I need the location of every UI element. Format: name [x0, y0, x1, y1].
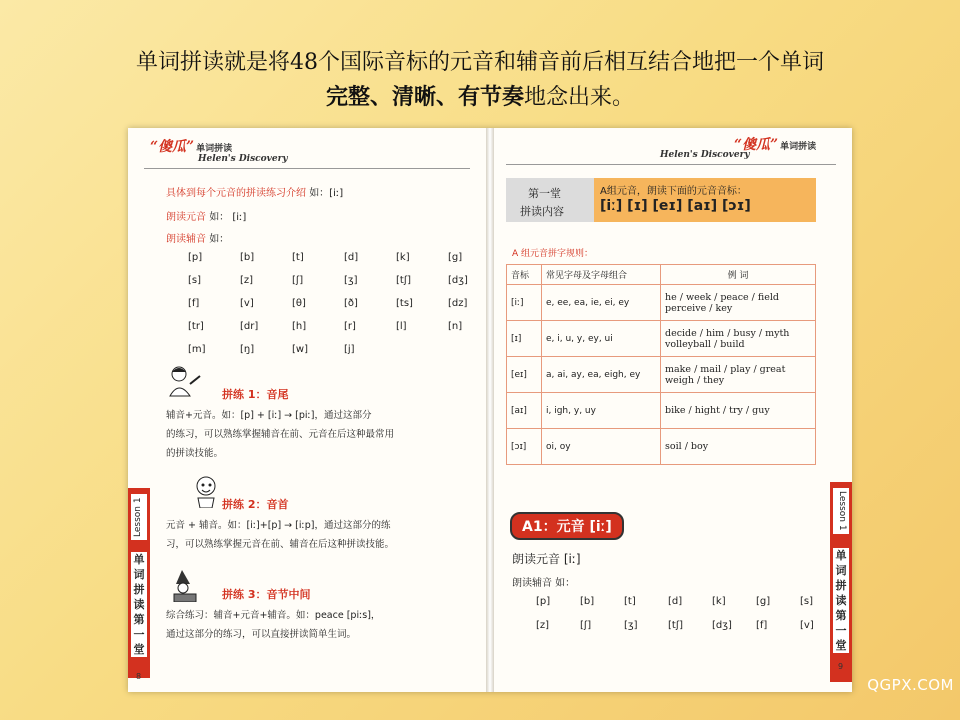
phonetic-symbol: [s] — [800, 596, 814, 607]
side-title-char: 堂 — [133, 643, 145, 656]
phonetic-symbol: [ʒ] — [624, 620, 638, 631]
side-title-char: 拼 — [133, 583, 145, 596]
side-title-char: 第 — [835, 609, 847, 622]
drill1-text: 辅音+元音。如：[p] + [iː] → [piː]，通过这部分 的练习，可以熟练掌握辅音在前、元音在后这种最常用 的拼读技能。 — [166, 410, 395, 459]
phonetic-symbol: [h] — [292, 321, 307, 332]
table-cell-examples: he / week / peace / field perceive / key — [661, 285, 816, 321]
table-cell-symbol: [iː] — [507, 285, 542, 321]
right-header-rule — [506, 164, 836, 165]
table-header-cell: 音标 — [507, 265, 542, 285]
wizard-illustration-icon — [168, 568, 204, 598]
slide-title-emphasis: 完整、清晰、有节奏 — [325, 84, 524, 110]
side-title-char: 第 — [133, 613, 145, 626]
table-cell-letters: i, igh, y, uy — [542, 393, 661, 429]
side-title-char: 堂 — [835, 639, 847, 652]
lesson-label-a: 第一堂 — [528, 187, 561, 200]
slide-title-line1: 单词拼读就是将48个国际音标的元音和辅音前后相互结合地把一个单词 — [136, 50, 824, 75]
drill3-text: 综合练习：辅音+元音+辅音。如：peace [piːs]， 通过这部分的练习，可以直接拼读简单生词。 — [166, 610, 381, 640]
phonetic-symbol: [k] — [396, 252, 410, 263]
phonetic-symbol: [l] — [396, 321, 407, 332]
a1-title-pill: A1：元音 [iː] — [510, 512, 624, 540]
right-page — [494, 128, 852, 692]
left-side-title — [131, 552, 147, 657]
phonetic-symbol: [m] — [188, 344, 206, 355]
table-cell-symbol: [aɪ] — [507, 393, 542, 429]
phonetic-symbol: [ts] — [396, 298, 413, 309]
table-cell-symbol: [ɔɪ] — [507, 429, 542, 465]
table-row — [507, 357, 816, 393]
slide-title-line2 — [40, 80, 920, 115]
phonetic-symbol: [b] — [580, 596, 595, 607]
right-lesson-tab: Lesson 1 — [833, 488, 849, 534]
phonetic-symbol: [k] — [712, 596, 726, 607]
side-title-char: 一 — [133, 628, 145, 641]
phonetic-symbol: [j] — [344, 344, 355, 355]
lesson-label-b: 拼读内容 — [520, 205, 564, 218]
table-cell-examples: soil / boy — [661, 429, 816, 465]
side-title-char: 一 — [835, 624, 847, 637]
phonetic-symbol: [tʃ] — [396, 275, 412, 286]
right-page-number: 9 — [838, 662, 844, 671]
side-title-char: 单 — [133, 553, 145, 566]
phonetic-symbol: [z] — [536, 620, 550, 631]
drill2-text: 元音 + 辅音。如：[iː]+[p] → [iːp]，通过这部分的练 习，可以熟练掌握元音在前、辅音在后这种拼读技能。 — [166, 520, 395, 550]
phonetic-symbol: [ŋ] — [240, 344, 255, 355]
group-intro: A组元音，朗读下面的元音音标： — [600, 186, 747, 197]
slide-title-tail: 地念出来。 — [524, 85, 635, 110]
teacher-illustration-icon — [164, 364, 200, 394]
right-subtitle: Helen's Discovery — [660, 150, 750, 160]
phonetic-symbol: [dr] — [240, 321, 259, 332]
table-cell-letters: oi, oy — [542, 429, 661, 465]
phonetic-symbol: [v] — [240, 298, 254, 309]
phonetic-symbol: [p] — [188, 252, 203, 263]
phonetic-symbol: [ʃ] — [580, 620, 592, 631]
side-title-char: 读 — [835, 594, 847, 607]
table-header-row — [507, 265, 816, 285]
vowel-line: 朗读元音 如： [iː] — [166, 212, 247, 223]
group-symbols: [iː] [ɪ] [eɪ] [aɪ] [ɔɪ] — [600, 198, 751, 214]
book-spine — [486, 128, 494, 692]
right-side-title — [833, 548, 849, 653]
drill1-title: 拼练 1：音尾 — [222, 388, 289, 401]
table-cell-letters: e, ee, ea, ie, ei, ey — [542, 285, 661, 321]
table-cell-letters: e, i, u, y, ey, ui — [542, 321, 661, 357]
phonetic-symbol: [z] — [240, 275, 254, 286]
side-title-char: 词 — [835, 564, 847, 577]
phonetic-symbol: [tʃ] — [668, 620, 684, 631]
phonetic-symbol: [ð] — [344, 298, 358, 309]
left-page-number: 8 — [136, 672, 142, 681]
side-title-char: 拼 — [835, 579, 847, 592]
left-lesson-tab: Lesson 1 — [131, 494, 147, 540]
table-header-cell: 常见字母及字母组合 — [542, 265, 661, 285]
left-subtitle: Helen's Discovery — [198, 154, 288, 164]
drill3-title: 拼练 3：音节中间 — [222, 588, 311, 601]
phonetic-symbol: [dʒ] — [448, 275, 468, 286]
phonetic-symbol: [b] — [240, 252, 255, 263]
table-cell-examples: decide / him / busy / myth volleyball / build — [661, 321, 816, 357]
phonetic-symbol: [tr] — [188, 321, 204, 332]
table-cell-symbol: [ɪ] — [507, 321, 542, 357]
read-vowel: 朗读元音 [iː] — [512, 552, 581, 566]
phonetic-symbol: [f] — [188, 298, 200, 309]
table-cell-letters: a, ai, ay, ea, eigh, ey — [542, 357, 661, 393]
phonetic-symbol: [s] — [188, 275, 202, 286]
table-cell-examples: bike / hight / try / guy — [661, 393, 816, 429]
site-watermark: QGPX.COM — [867, 676, 954, 694]
phonetic-symbol: [r] — [344, 321, 356, 332]
right-brand: “傻瓜” 单词拼读 — [734, 137, 817, 153]
phonetic-symbol: [f] — [756, 620, 768, 631]
drill2-title: 拼练 2：音首 — [222, 498, 289, 511]
table-row — [507, 393, 816, 429]
phonetic-symbol: [d] — [344, 252, 359, 263]
left-brand: “傻瓜” 单词拼读 — [150, 139, 233, 155]
phonetic-symbol: [dz] — [448, 298, 468, 309]
phonetic-symbol: [θ] — [292, 298, 306, 309]
phonetic-symbol: [d] — [668, 596, 683, 607]
group-a-box — [594, 178, 816, 222]
table-row — [507, 321, 816, 357]
phonetic-symbol: [p] — [536, 596, 551, 607]
rules-table — [506, 264, 816, 465]
left-header-rule — [144, 168, 470, 169]
lesson-label-box — [506, 178, 594, 222]
side-title-char: 词 — [133, 568, 145, 581]
left-page — [128, 128, 486, 692]
read-consonant: 朗读辅音 如： — [512, 578, 576, 589]
phonetic-symbol: [dʒ] — [712, 620, 732, 631]
phonetic-symbol: [ʒ] — [344, 275, 358, 286]
side-title-char: 读 — [133, 598, 145, 611]
phonetic-symbol: [w] — [292, 344, 308, 355]
phonetic-symbol: [t] — [292, 252, 304, 263]
phonetic-symbol: [g] — [448, 252, 463, 263]
side-title-char: 单 — [835, 549, 847, 562]
intro-heading: 具体到每个元音的拼读练习介绍 如：[iː] — [166, 188, 344, 199]
textbook-spread — [128, 128, 852, 692]
table-header-cell: 例 词 — [661, 265, 816, 285]
phonetic-symbol: [t] — [624, 596, 636, 607]
phonetic-symbol: [ʃ] — [292, 275, 304, 286]
slide-title — [40, 46, 920, 115]
table-cell-symbol: [eɪ] — [507, 357, 542, 393]
table-cell-examples: make / mail / play / great weigh / they — [661, 357, 816, 393]
table-row — [507, 429, 816, 465]
table-row — [507, 285, 816, 321]
phonetic-symbol: [n] — [448, 321, 463, 332]
consonant-line: 朗读辅音 如： — [166, 234, 230, 245]
boy-illustration-icon — [188, 474, 224, 504]
phonetic-symbol: [g] — [756, 596, 771, 607]
phonetic-symbol: [v] — [800, 620, 814, 631]
rules-heading: A 组元音拼字规则： — [512, 249, 594, 259]
